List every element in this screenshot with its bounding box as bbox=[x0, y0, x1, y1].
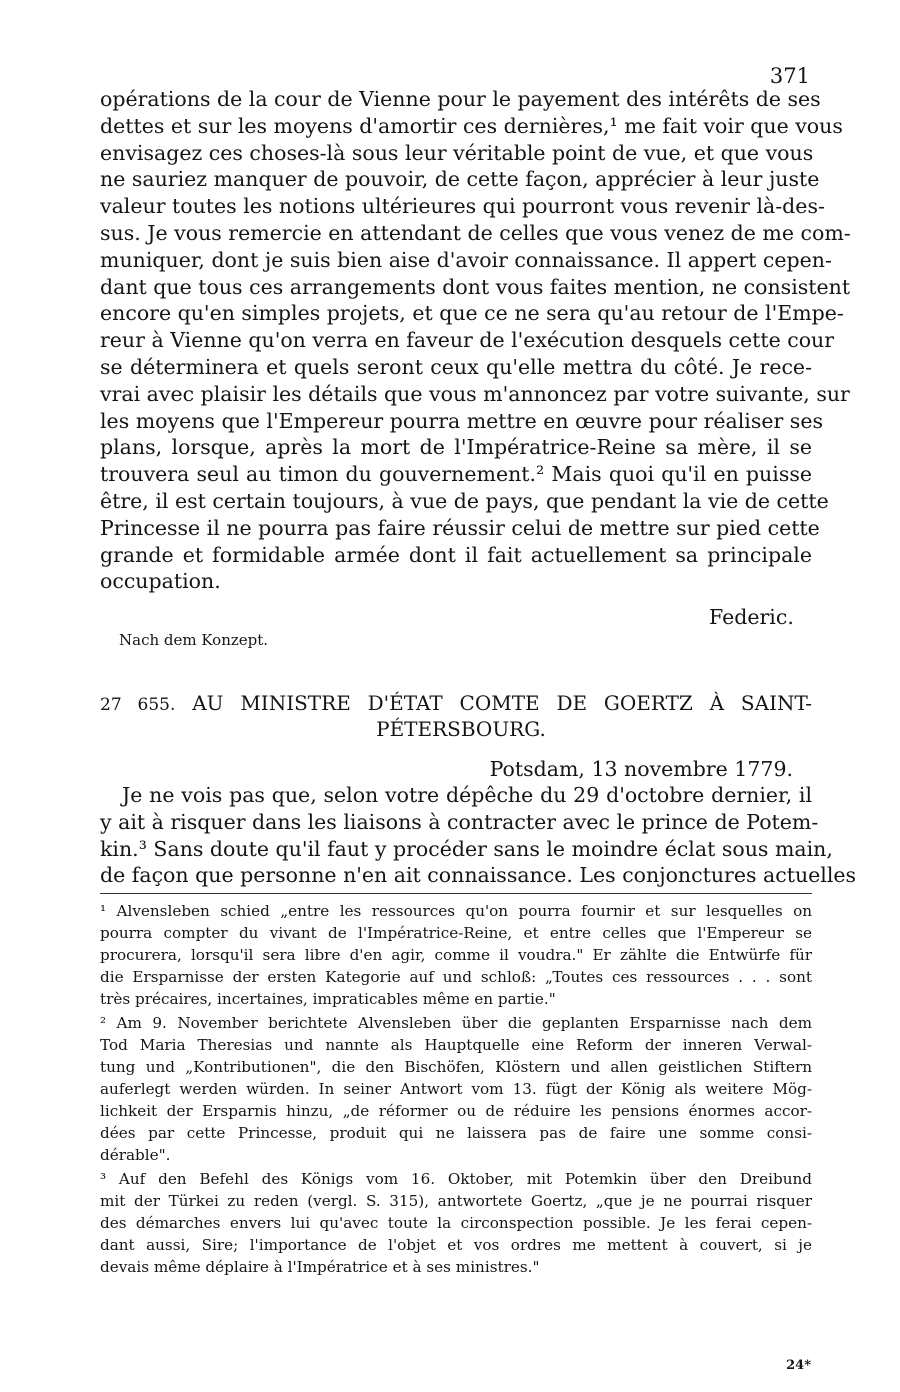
text-line: trouvera seul au timon du gouvernement.² Mais quoi qu'il en puisse bbox=[100, 462, 812, 487]
text-line: auferlegt werden würden. In seiner Antwort vom 13. fügt der König als weitere Mög- bbox=[100, 1080, 812, 1098]
text-line: valeur toutes les notions ultérieures qui pourront vous revenir là-des- bbox=[100, 194, 825, 219]
text-line: y ait à risquer dans les liaisons à contracter avec le prince de Potem- bbox=[100, 809, 819, 834]
text-line: vrai avec plaisir les détails que vous m'annoncez par votre suivante, sur bbox=[100, 381, 850, 406]
letter-body-continued bbox=[100, 86, 851, 595]
text-line: occupation. bbox=[100, 569, 221, 594]
text-line: des démarches envers lui qu'avec toute la circonspection possible. Je les ferai cepen- bbox=[100, 1214, 812, 1232]
text-line: se déterminera et quels seront ceux qu'elle mettra du côté. Je rece- bbox=[100, 354, 812, 379]
text-line: ne sauriez manquer de pouvoir, de cette façon, apprécier à leur juste bbox=[100, 167, 820, 192]
heading-line-2: PÉTERSBOURG. bbox=[376, 717, 546, 741]
text-line: très précaires, incertaines, impraticables même en partie." bbox=[100, 990, 556, 1008]
letter-body bbox=[100, 782, 857, 889]
footnote-1 bbox=[100, 900, 812, 1010]
text-line: Princesse il ne pourra pas faire réussir celui de mettre sur pied cette bbox=[100, 515, 820, 540]
text-line: devais même déplaire à l'Impératrice et à ses ministres." bbox=[100, 1258, 540, 1276]
text-line: les moyens que l'Empereur pourra mettre en œuvre pour réaliser ses bbox=[100, 408, 823, 433]
footnote-3 bbox=[100, 1168, 812, 1278]
letter-heading bbox=[100, 690, 812, 742]
text-line: envisagez ces choses-là sous leur véritable point de vue, et que vous bbox=[100, 140, 814, 165]
text-line: kin.³ Sans doute qu'il faut y procéder sans le moindre éclat sous main, bbox=[100, 836, 833, 861]
heading-line-1: AU MINISTRE D'ÉTAT COMTE DE GOERTZ À SAINT- bbox=[192, 691, 812, 715]
text-line: être, il est certain toujours, à vue de pays, que pendant la vie de cette bbox=[100, 488, 829, 513]
footnote-2 bbox=[100, 1012, 812, 1166]
text-line: Je ne vois pas que, selon votre dépêche du 29 d'octobre dernier, il bbox=[122, 783, 812, 807]
text-line: dant aussi, Sire; l'importance de l'objet et vos ordres me mettent à couvert, si je bbox=[100, 1236, 812, 1254]
text-line: sus. Je vous remercie en attendant de celles que vous venez de me com- bbox=[100, 220, 851, 245]
text-line: dérable". bbox=[100, 1146, 171, 1164]
text-line: ² Am 9. November berichtete Alvensleben über die geplanten Ersparnisse nach dem bbox=[100, 1014, 812, 1032]
text-line: mit der Türkei zu reden (vergl. S. 315), antwortete Goertz, „que je ne pourrai risquer bbox=[100, 1192, 812, 1210]
text-line: reur à Vienne qu'on verra en faveur de l'exécution desquels cette cour bbox=[100, 328, 835, 353]
text-line: ³ Auf den Befehl des Königs vom 16. Oktober, mit Potemkin über den Dreibund bbox=[100, 1170, 812, 1188]
signature: Federic. bbox=[709, 605, 794, 629]
text-line: die Ersparnisse der ersten Kategorie auf und schloß: „Toutes ces ressources . . . sont bbox=[100, 968, 812, 986]
dateline: Potsdam, 13 novembre 1779. bbox=[489, 757, 793, 781]
text-line: plans, lorsque, après la mort de l'Impératrice-Reine sa mère, il se bbox=[100, 435, 812, 460]
footnote-rule bbox=[100, 893, 812, 894]
source-note: Nach dem Konzept. bbox=[119, 631, 269, 649]
text-line: dant que tous ces arrangements dont vous faites mention, ne consistent bbox=[100, 274, 851, 299]
text-line: dées par cette Princesse, produit qui ne laissera pas de faire une somme consi- bbox=[100, 1124, 812, 1142]
text-line: dettes et sur les moyens d'amortir ces dernières,¹ me fait voir que vous bbox=[100, 113, 843, 138]
text-line: de façon que personne n'en ait connaissance. Les conjonctures actuelles bbox=[100, 863, 857, 888]
text-line: tung und „Kontributionen", die den Bischöfen, Klöstern und allen geistlichen Stiftern bbox=[100, 1058, 812, 1076]
text-line: encore qu'en simples projets, et que ce ne sera qu'au retour de l'Empe- bbox=[100, 301, 844, 326]
text-line: lichkeit der Ersparnis hinzu, „de réformer ou de réduire les pensions énormes accor- bbox=[100, 1102, 812, 1120]
text-line: procurera, lorsqu'il sera libre d'en agir, comme il voudra." Er zählte die Entwürfe für bbox=[100, 946, 812, 964]
letter-number: 27 655. bbox=[100, 695, 176, 715]
page-number: 371 bbox=[769, 64, 810, 88]
text-line: opérations de la cour de Vienne pour le payement des intérêts de ses bbox=[100, 87, 821, 111]
sheet-signature: 24* bbox=[786, 1358, 811, 1373]
text-line: grande et formidable armée dont il fait actuellement sa principale bbox=[100, 542, 812, 567]
text-line: muniquer, dont je suis bien aise d'avoir connaissance. Il appert cepen- bbox=[100, 247, 832, 272]
text-line: Tod Maria Theresias und nannte als Hauptquelle eine Reform der inneren Verwal- bbox=[100, 1036, 812, 1054]
text-line: pourra compter du vivant de l'Impératrice-Reine, et entre celles que l'Empereur se bbox=[100, 924, 812, 942]
text-line: ¹ Alvensleben schied „entre les ressources qu'on pourra fournir et sur lesquelles on bbox=[100, 902, 812, 920]
